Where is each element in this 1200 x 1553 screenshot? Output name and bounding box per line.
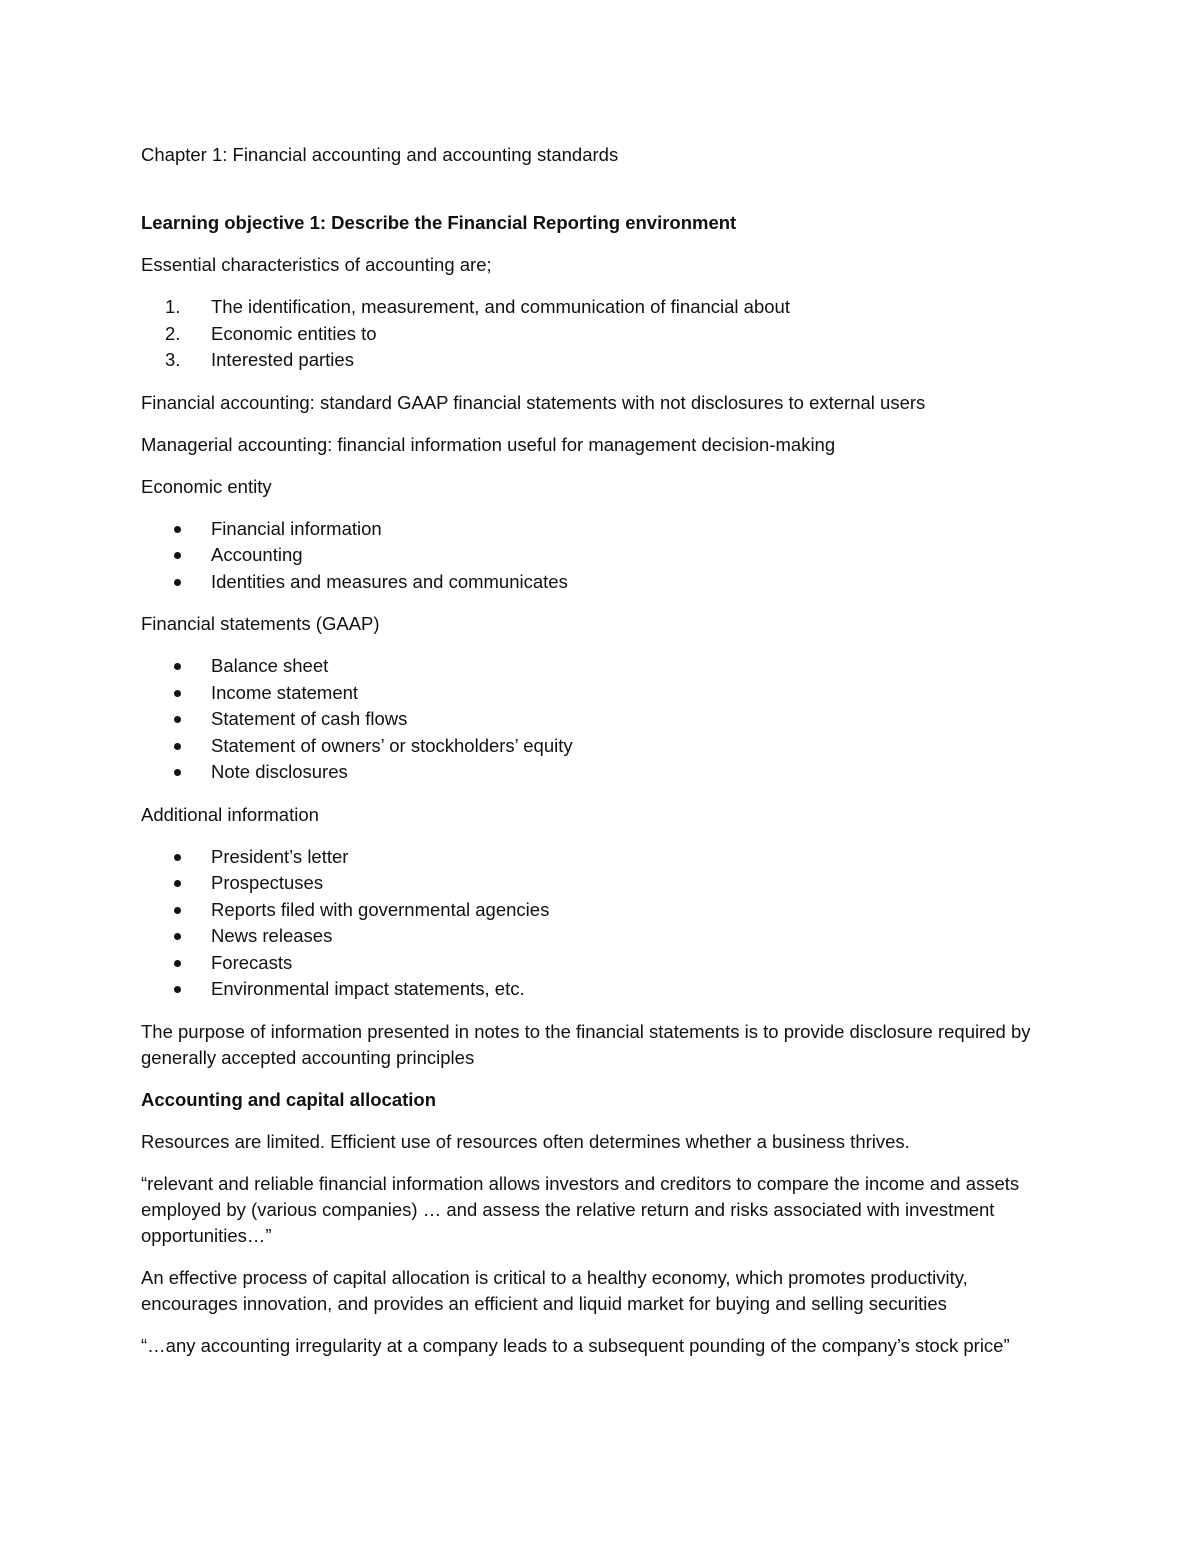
list-item-text: Income statement [211, 681, 359, 703]
list-item-text: Note disclosures [211, 761, 348, 782]
list-item-text: Reports filed with governmental agencies [211, 898, 550, 920]
list-item-text: Environmental impact statements, etc. [211, 978, 525, 999]
capital-allocation-heading: Accounting and capital allocation [141, 1088, 437, 1110]
bullet-icon [174, 716, 181, 723]
chapter-title: Chapter 1: Financial accounting and accounting standards [141, 144, 619, 165]
capital-allocation-paragraph: An effective process of capital allocation is critical to a healthy economy, which promotes productivity, encourages innovation, and provides an efficient and liquid market for buying and selling securities [141, 1266, 968, 1314]
list-item-text: Statement of cash flows [211, 708, 408, 729]
list-item-text: Economic entities to [211, 322, 377, 344]
list-item [141, 680, 1041, 707]
bullet-icon [174, 690, 181, 697]
list-item-text: The identification, measurement, and communication of financial about [211, 296, 790, 317]
purpose-paragraph: The purpose of information presented in notes to the financial statements is to provide disclosure required by generally accepted accounting principles [141, 1020, 1031, 1068]
bullet-icon [174, 933, 181, 940]
bullet-icon [174, 907, 181, 914]
financial-statements-heading: Financial statements (GAAP) [141, 613, 380, 634]
list-item-text: Statement of owners’ or stockholders’ equity [211, 734, 573, 756]
list-item [141, 950, 1041, 977]
list-number: 3. [165, 349, 181, 370]
list-item [141, 569, 1041, 596]
list-item-text: President’s letter [211, 845, 349, 867]
list-item [141, 923, 1041, 950]
list-item-text: Interested parties [211, 349, 354, 370]
list-item [141, 870, 1041, 897]
additional-information-list [141, 844, 1041, 1003]
economic-entity-heading: Economic entity [141, 475, 272, 497]
list-item [141, 516, 1041, 543]
bullet-icon [174, 526, 181, 533]
bullet-icon [174, 960, 181, 967]
list-item-text: Identities and measures and communicates [211, 570, 568, 592]
bullet-icon [174, 854, 181, 861]
list-item [141, 844, 1041, 871]
essential-characteristics-list [141, 294, 1041, 374]
financial-statements-list [141, 653, 1041, 786]
essential-characteristics-intro: Essential characteristics of accounting are; [141, 254, 492, 275]
bullet-icon [174, 663, 181, 670]
list-item [141, 897, 1041, 924]
list-item-text: Financial information [211, 517, 382, 539]
list-item [141, 347, 1041, 374]
list-item [141, 976, 1041, 1003]
list-item [141, 706, 1041, 733]
list-item [141, 653, 1041, 680]
financial-accounting-definition: Financial accounting: standard GAAP financial statements with not disclosures to external users [141, 391, 926, 413]
bullet-icon [174, 769, 181, 776]
learning-objective-heading: Learning objective 1: Describe the Financial Reporting environment [141, 212, 737, 233]
bullet-icon [174, 552, 181, 559]
list-number: 1. [165, 296, 181, 317]
bullet-icon [174, 986, 181, 993]
economic-entity-list [141, 516, 1041, 596]
list-item-text: Balance sheet [211, 655, 329, 676]
list-item [141, 733, 1041, 760]
bullet-icon [174, 579, 181, 586]
list-item-text: Forecasts [211, 951, 293, 973]
list-number: 2. [165, 322, 181, 344]
resources-paragraph: Resources are limited. Efficient use of resources often determines whether a business thrives. [141, 1130, 910, 1152]
list-item [141, 542, 1041, 569]
managerial-accounting-definition: Managerial accounting: financial information useful for management decision-making [141, 433, 836, 455]
additional-information-heading: Additional information [141, 803, 319, 825]
bullet-icon [174, 743, 181, 750]
list-item-text: Accounting [211, 544, 303, 565]
bullet-icon [174, 880, 181, 887]
list-item-text: Prospectuses [211, 872, 324, 893]
list-item [141, 321, 1041, 348]
investor-quote: “relevant and reliable financial information allows investors and creditors to compare the income and assets employed by (various companies) … and assess the relative return and risks associated with investment opportunities…” [141, 1172, 1020, 1246]
irregularity-quote: “…any accounting irregularity at a company leads to a subsequent pounding of the company’s stock price” [141, 1334, 1010, 1356]
list-item-text: News releases [211, 925, 333, 946]
document-body [141, 142, 1041, 1375]
list-item [141, 294, 1041, 321]
list-item [141, 759, 1041, 786]
